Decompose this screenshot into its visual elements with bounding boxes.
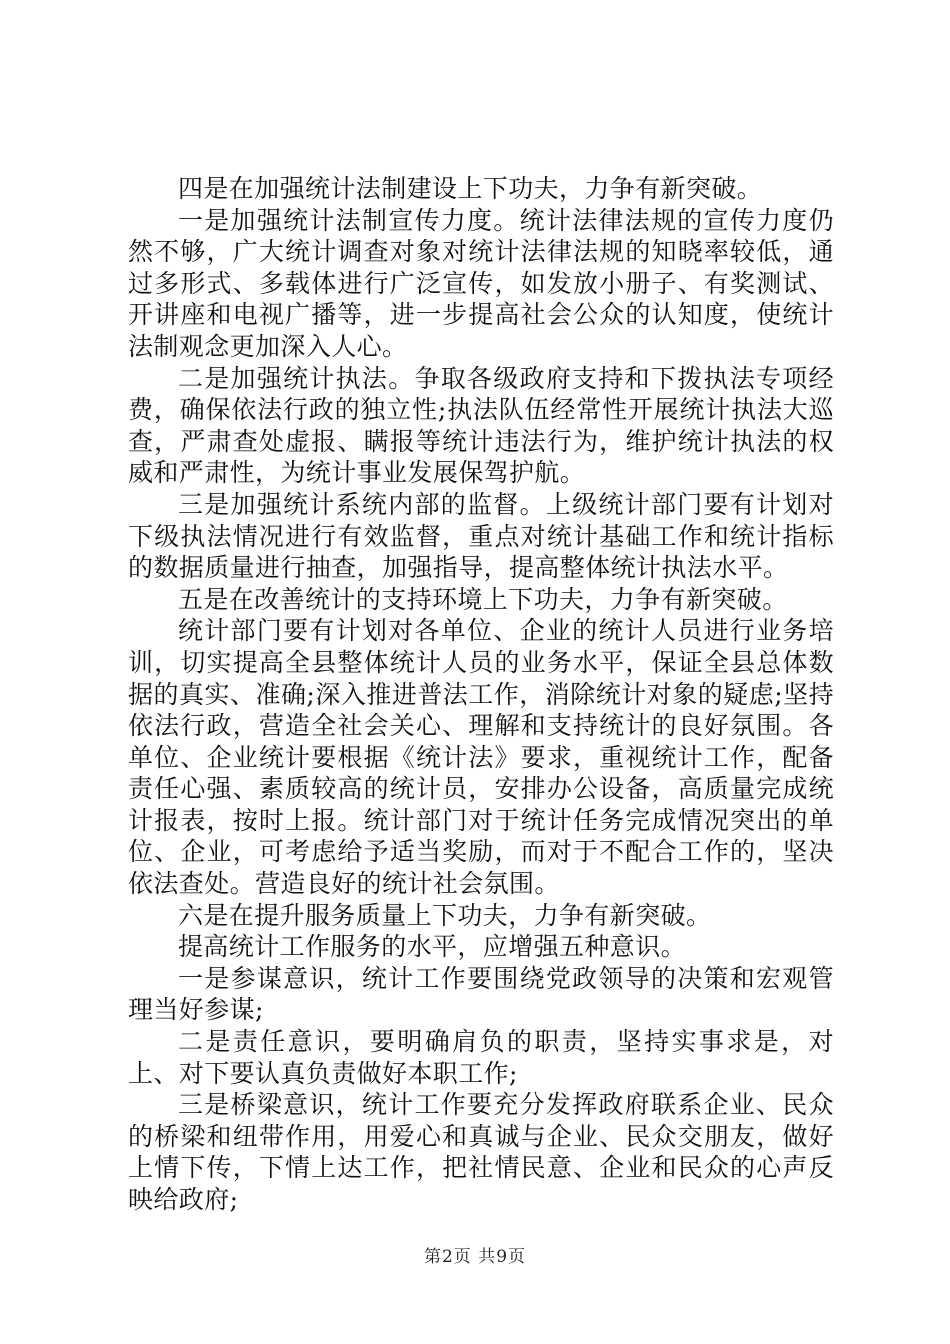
paragraph: 三是桥梁意识，统计工作要充分发挥政府联系企业、民众的桥梁和纽带作用，用爱心和真诚与企业、民众交朋友，做好上情下传，下情上达工作，把社情民意、企业和民众的心声反映给政府; — [128, 1090, 834, 1214]
paragraph: 六是在提升服务质量上下功夫，力争有新突破。 — [178, 900, 712, 930]
paragraph: 五是在改善统计的支持环境上下功夫，力争有新突破。 — [178, 584, 788, 614]
document-body — [128, 173, 834, 1216]
page-number-footer: 第2页 共9页 — [423, 1247, 527, 1267]
paragraph: 二是责任意识，要明确肩负的职责，坚持实事求是，对上、对下要认真负责做好本职工作; — [128, 1027, 834, 1088]
paragraph: 一是加强统计法制宣传力度。统计法律法规的宣传力度仍然不够，广大统计调查对象对统计法律法规的知晓率较低，通过多形式、多载体进行广泛宣传，如发放小册子、有奖测试、开讲座和电视广播等，进一步提高社会公众的认知度，使统计法制观念更加深入人心。 — [128, 205, 834, 361]
paragraph: 统计部门要有计划对各单位、企业的统计人员进行业务培训，切实提高全县整体统计人员的业务水平，保证全县总体数据的真实、准确;深入推进普法工作，消除统计对象的疑虑;坚持依法行政，营造全社会关心、理解和支持统计的良好氛围。各单位、企业统计要根据《统计法》要求，重视统计工作，配备责任心强、素质较高的统计员，安排办公设备，高质量完成统计报表，按时上报。统计部门对于统计任务完成情况突出的单位、企业，可考虑给予适当奖励，而对于不配合工作的，坚决依法查处。营造良好的统计社会氛围。 — [128, 616, 834, 899]
paragraph: 提高统计工作服务的水平，应增强五种意识。 — [178, 932, 687, 962]
paragraph: 三是加强统计系统内部的监督。上级统计部门要有计划对下级执法情况进行有效监督，重点对统计基础工作和统计指标的数据质量进行抽查，加强指导，提高整体统计执法水平。 — [128, 489, 834, 583]
paragraph: 二是加强统计执法。争取各级政府支持和下拨执法专项经费，确保依法行政的独立性;执法队伍经常性开展统计执法大巡查，严肃查处虚报、瞒报等统计违法行为，维护统计执法的权威和严肃性，为统计事业发展保驾护航。 — [128, 363, 834, 488]
paragraph: 一是参谋意识，统计工作要围绕党政领导的决策和宏观管理当好参谋; — [128, 963, 834, 1025]
paragraph: 四是在加强统计法制建设上下功夫，力争有新突破。 — [178, 174, 763, 203]
